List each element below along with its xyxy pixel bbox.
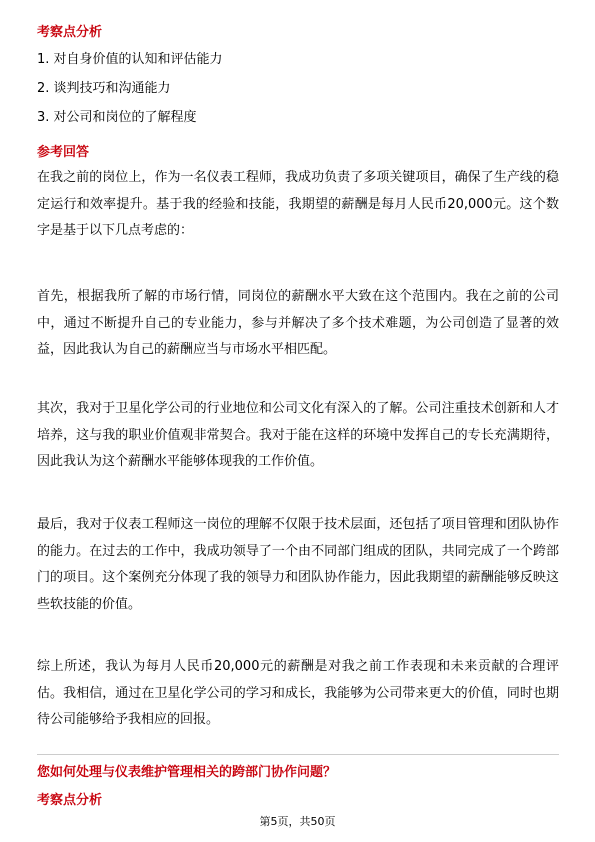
- page-number: 第5页，共50页: [259, 815, 336, 828]
- analysis-heading: 考察点分析: [37, 25, 103, 40]
- section-divider: [37, 754, 559, 755]
- analysis-item-3: 3. 对公司和岗位的了解程度: [37, 110, 197, 125]
- answer-paragraph-2: 首先，根据我所了解的市场行情，同岗位的薪酬水平大致在这个范围内。我在之前的公司中，通过不断提升自己的专业能力，参与并解决了多个技术难题，为公司创造了显著的效益，因此我认为自己的薪酬应当与市场水平相匹配。: [37, 289, 559, 357]
- answer-paragraph-3: 其次，我对于卫星化学公司的行业地位和公司文化有深入的了解。公司注重技术创新和人才培养，这与我的职业价值观非常契合。我对于能在这样的环境中发挥自己的专长充满期待，因此我认为这个薪酬水平能够体现我的工作价值。: [37, 401, 559, 469]
- answer-paragraph-1: 在我之前的岗位上，作为一名仪表工程师，我成功负责了多项关键项目，确保了生产线的稳定运行和效率提升。基于我的经验和技能，我期望的薪酬是每月人民币20,000元。这个数字是基于以下几点考虑的：: [37, 170, 559, 238]
- answer-heading: 参考回答: [37, 145, 90, 160]
- next-analysis-heading: 考察点分析: [37, 793, 103, 808]
- analysis-item-1: 1. 对自身价值的认知和评估能力: [37, 52, 223, 67]
- answer-paragraph-5: 综上所述，我认为每月人民币20,000元的薪酬是对我之前工作表现和未来贡献的合理评估。我相信，通过在卫星化学公司的学习和成长，我能够为公司带来更大的价值，同时也期待公司能够给予我相应的回报。: [37, 659, 559, 727]
- next-question-title: 您如何处理与仪表维护管理相关的跨部门协作问题？: [37, 765, 337, 780]
- answer-paragraph-4: 最后，我对于仪表工程师这一岗位的理解不仅限于技术层面，还包括了项目管理和团队协作的能力。在过去的工作中，我成功领导了一个由不同部门组成的团队，共同完成了一个跨部门的项目。这个案例充分体现了我的领导力和团队协作能力，因此我期望的薪酬能够反映这些软技能的价值。: [37, 517, 559, 612]
- analysis-item-2: 2. 谈判技巧和沟通能力: [37, 81, 171, 96]
